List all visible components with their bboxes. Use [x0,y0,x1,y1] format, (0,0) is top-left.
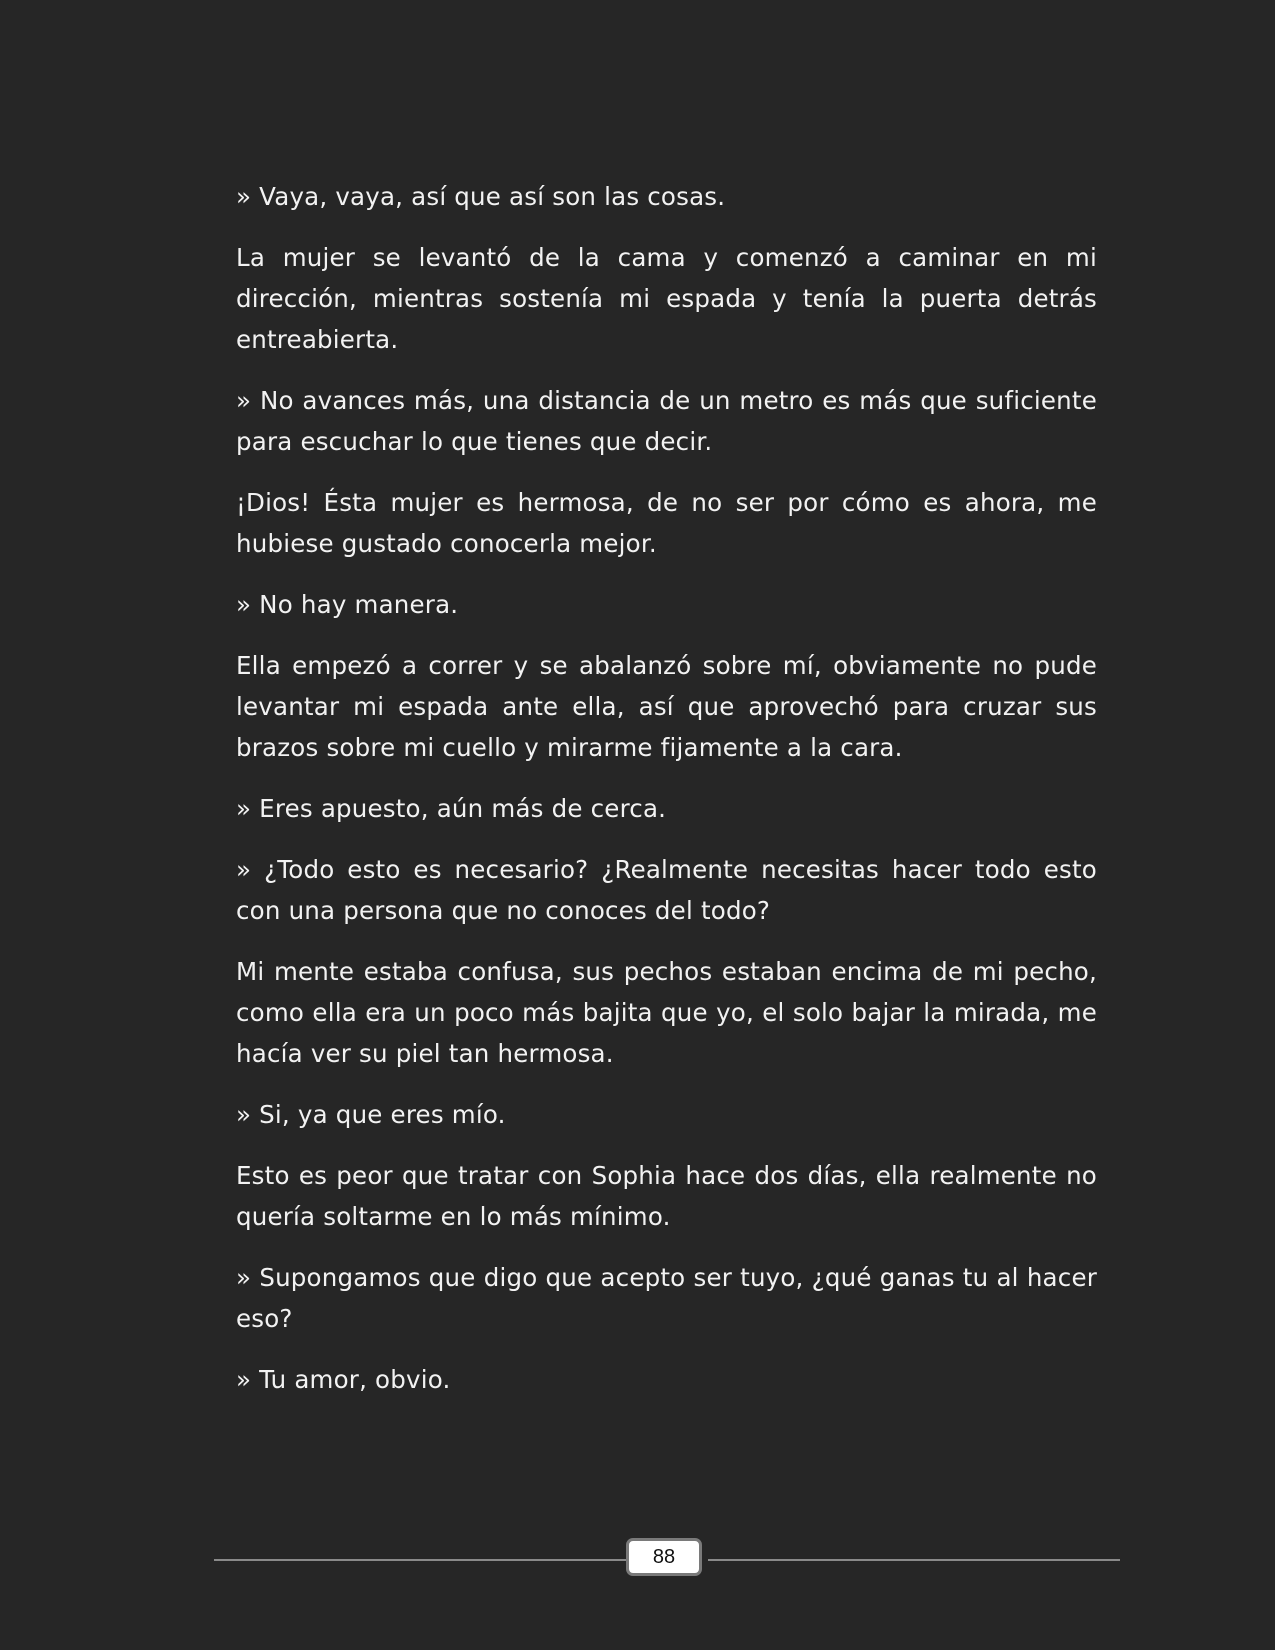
footer-rule-left [214,1559,626,1561]
page-number: 88 [652,1545,676,1568]
paragraph: » Supongamos que digo que acepto ser tuyo, ¿qué ganas tu al hacer eso? [236,1263,1097,1333]
paragraph: » Tu amor, obvio. [236,1365,451,1394]
paragraph: Ella empezó a correr y se abalanzó sobre mí, obviamente no pude levantar mi espada ante ella, así que aprovechó para cruzar sus brazos sobre mi cuello y mirarme fijamente a la cara. [236,651,1097,762]
paragraph: » Eres apuesto, aún más de cerca. [236,794,667,823]
paragraph: » No avances más, una distancia de un metro es más que suficiente para escuchar lo que tienes que decir. [236,386,1097,456]
paragraph: Esto es peor que tratar con Sophia hace dos días, ella realmente no quería soltarme en lo más mínimo. [236,1161,1097,1231]
paragraph: La mujer se levantó de la cama y comenzó a caminar en mi dirección, mientras sostenía mi espada y tenía la puerta detrás entreabierta. [236,243,1097,354]
page-number-badge [626,1538,702,1576]
paragraph: » ¿Todo esto es necesario? ¿Realmente necesitas hacer todo esto con una persona que no conoces del todo? [236,855,1097,925]
page-footer [214,1538,1120,1582]
paragraph: Mi mente estaba confusa, sus pechos estaban encima de mi pecho, como ella era un poco más bajita que yo, el solo bajar la mirada, me hacía ver su piel tan hermosa. [236,957,1097,1068]
paragraph: ¡Dios! Ésta mujer es hermosa, de no ser por cómo es ahora, me hubiese gustado conocerla mejor. [236,488,1097,558]
paragraph: » No hay manera. [236,590,459,619]
footer-rule-right [708,1559,1120,1561]
paragraph: » Vaya, vaya, así que así son las cosas. [236,182,726,211]
page-body [236,176,1097,1420]
paragraph: » Si, ya que eres mío. [236,1100,506,1129]
